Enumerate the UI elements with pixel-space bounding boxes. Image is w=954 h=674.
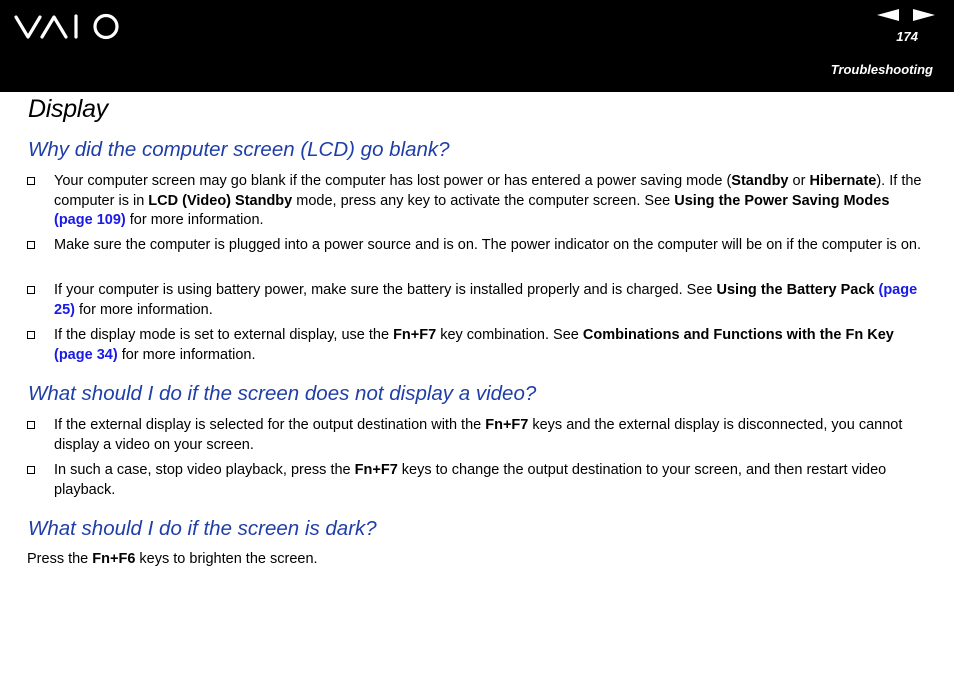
- list-item: [27, 172, 927, 231]
- list-item-text: Make sure the computer is plugged into a power source and is on. The power indicator on the computer will be on if the computer is on.: [54, 237, 921, 253]
- answer-text: Press the Fn+F6 keys to brighten the screen.: [27, 551, 318, 567]
- checkbox-bullet-icon: [27, 466, 35, 474]
- list-item-text: Your computer screen may go blank if the computer has lost power or has entered a power saving mode (Standby or Hibernate). If the computer is in LCD (Video) Standby mode, press any key to activate the computer screen. See Using the Power Saving Modes (page 109) for more information.: [54, 173, 922, 228]
- question-heading-lcd-blank: Why did the computer screen (LCD) go blank?: [28, 138, 450, 161]
- page-link[interactable]: (page 109): [54, 212, 126, 228]
- list-item: [27, 281, 927, 320]
- list-item-text: In such a case, stop video playback, press the Fn+F7 keys to change the output destination to your screen, and then restart video playback.: [54, 462, 887, 498]
- list-item: [27, 326, 927, 365]
- list-item-text: If your computer is using battery power, make sure the battery is installed properly and is charged. See Using the Battery Pack (page 25) for more information.: [54, 282, 918, 318]
- page-link[interactable]: (page 34): [54, 346, 118, 363]
- page-title: Display: [28, 95, 108, 123]
- list-item: [27, 416, 927, 455]
- checkbox-bullet-icon: [27, 286, 35, 294]
- checkbox-bullet-icon: [27, 421, 35, 429]
- question-heading-no-video: What should I do if the screen does not display a video?: [28, 382, 537, 405]
- page-number: 174: [896, 29, 918, 44]
- checkbox-bullet-icon: [27, 241, 35, 249]
- previous-page-arrow-icon[interactable]: [877, 8, 899, 22]
- section-title: Troubleshooting: [830, 62, 933, 77]
- page-header: [0, 0, 954, 92]
- question-heading-screen-dark: What should I do if the screen is dark?: [28, 517, 377, 540]
- vaio-logo: [14, 12, 120, 40]
- list-item: [27, 461, 927, 500]
- next-page-arrow-icon[interactable]: [913, 8, 935, 22]
- list-item: [27, 236, 927, 256]
- page-link[interactable]: (page 25): [54, 282, 918, 318]
- list-item-text: If the external display is selected for the output destination with the Fn+F7 keys and the external display is disconnected, you cannot display a video on your screen.: [54, 417, 903, 453]
- list-item-text: If the display mode is set to external display, use the Fn+F7 key combination. See Combinations and Functions with the Fn Key (page 34) for more information.: [54, 327, 894, 363]
- checkbox-bullet-icon: [27, 177, 35, 185]
- checkbox-bullet-icon: [27, 331, 35, 339]
